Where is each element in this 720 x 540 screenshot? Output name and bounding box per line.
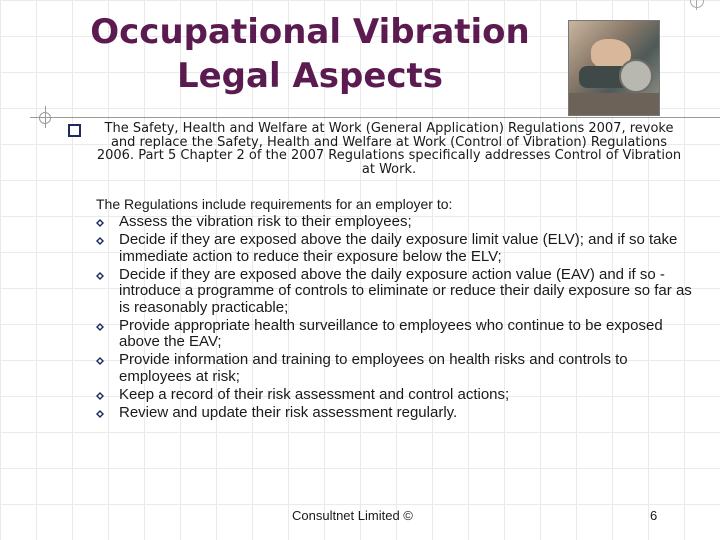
requirement-text: Provide information and training to employees on health risks and controls to employees at risk; xyxy=(119,351,628,385)
intro-text: The Safety, Health and Welfare at Work (General Application) Regulations 2007, revoke and replace the Safety, Health and Welfare at Work (Control of Vibration) Regulations 2006. Part 5 Chapter 2 of the 2007 Regulations specifically addresses Control of Vibration at Work. xyxy=(96,121,682,177)
photo-disc xyxy=(619,59,653,93)
requirement-text: Keep a record of their risk assessment and control actions; xyxy=(119,385,510,403)
list-item xyxy=(96,352,696,385)
requirement-text: Decide if they are exposed above the daily exposure action value (EAV) and if so - introduce a programme of controls to eliminate or reduce their daily exposure so far as is reasonably practicable; xyxy=(119,265,692,316)
requirement-text: Decide if they are exposed above the daily exposure limit value (ELV); and if so take immediate action to reduce their exposure below the ELV; xyxy=(119,231,678,265)
diamond-bullet-icon xyxy=(96,237,104,245)
requirement-text: Provide appropriate health surveillance to employees who continue to be exposed above the EAV; xyxy=(119,316,663,350)
photo-base xyxy=(569,93,659,115)
requirement-text: Review and update their risk assessment regularly. xyxy=(119,403,458,421)
list-item xyxy=(96,405,696,422)
diamond-bullet-icon xyxy=(96,357,104,365)
diamond-bullet-icon xyxy=(96,272,104,280)
angle-grinder-photo xyxy=(568,20,660,116)
list-item xyxy=(96,214,696,231)
requirements-list xyxy=(96,214,696,423)
square-bullet-icon xyxy=(68,124,81,137)
decor-corner-line xyxy=(696,0,697,10)
page-number: 6 xyxy=(650,508,658,523)
list-item xyxy=(96,387,696,404)
list-item xyxy=(96,318,696,351)
title-line-2: Legal Aspects xyxy=(176,56,444,96)
diamond-bullet-icon xyxy=(96,392,104,400)
title-divider xyxy=(30,117,720,118)
list-item xyxy=(96,232,696,265)
list-item xyxy=(96,267,696,317)
diamond-bullet-icon xyxy=(96,219,104,227)
requirement-text: Assess the vibration risk to their employees; xyxy=(119,213,412,230)
footer-text: Consultnet Limited © xyxy=(292,508,413,523)
diamond-bullet-icon xyxy=(96,410,104,418)
requirements-lead: The Regulations include requirements for an employer to: xyxy=(96,196,453,212)
diamond-bullet-icon xyxy=(96,323,104,331)
title-line-1: Occupational Vibration xyxy=(90,12,530,52)
decor-corner-circle xyxy=(690,0,704,8)
divider-circle xyxy=(39,112,51,124)
intro-block xyxy=(68,122,698,176)
slide-title xyxy=(60,10,560,98)
